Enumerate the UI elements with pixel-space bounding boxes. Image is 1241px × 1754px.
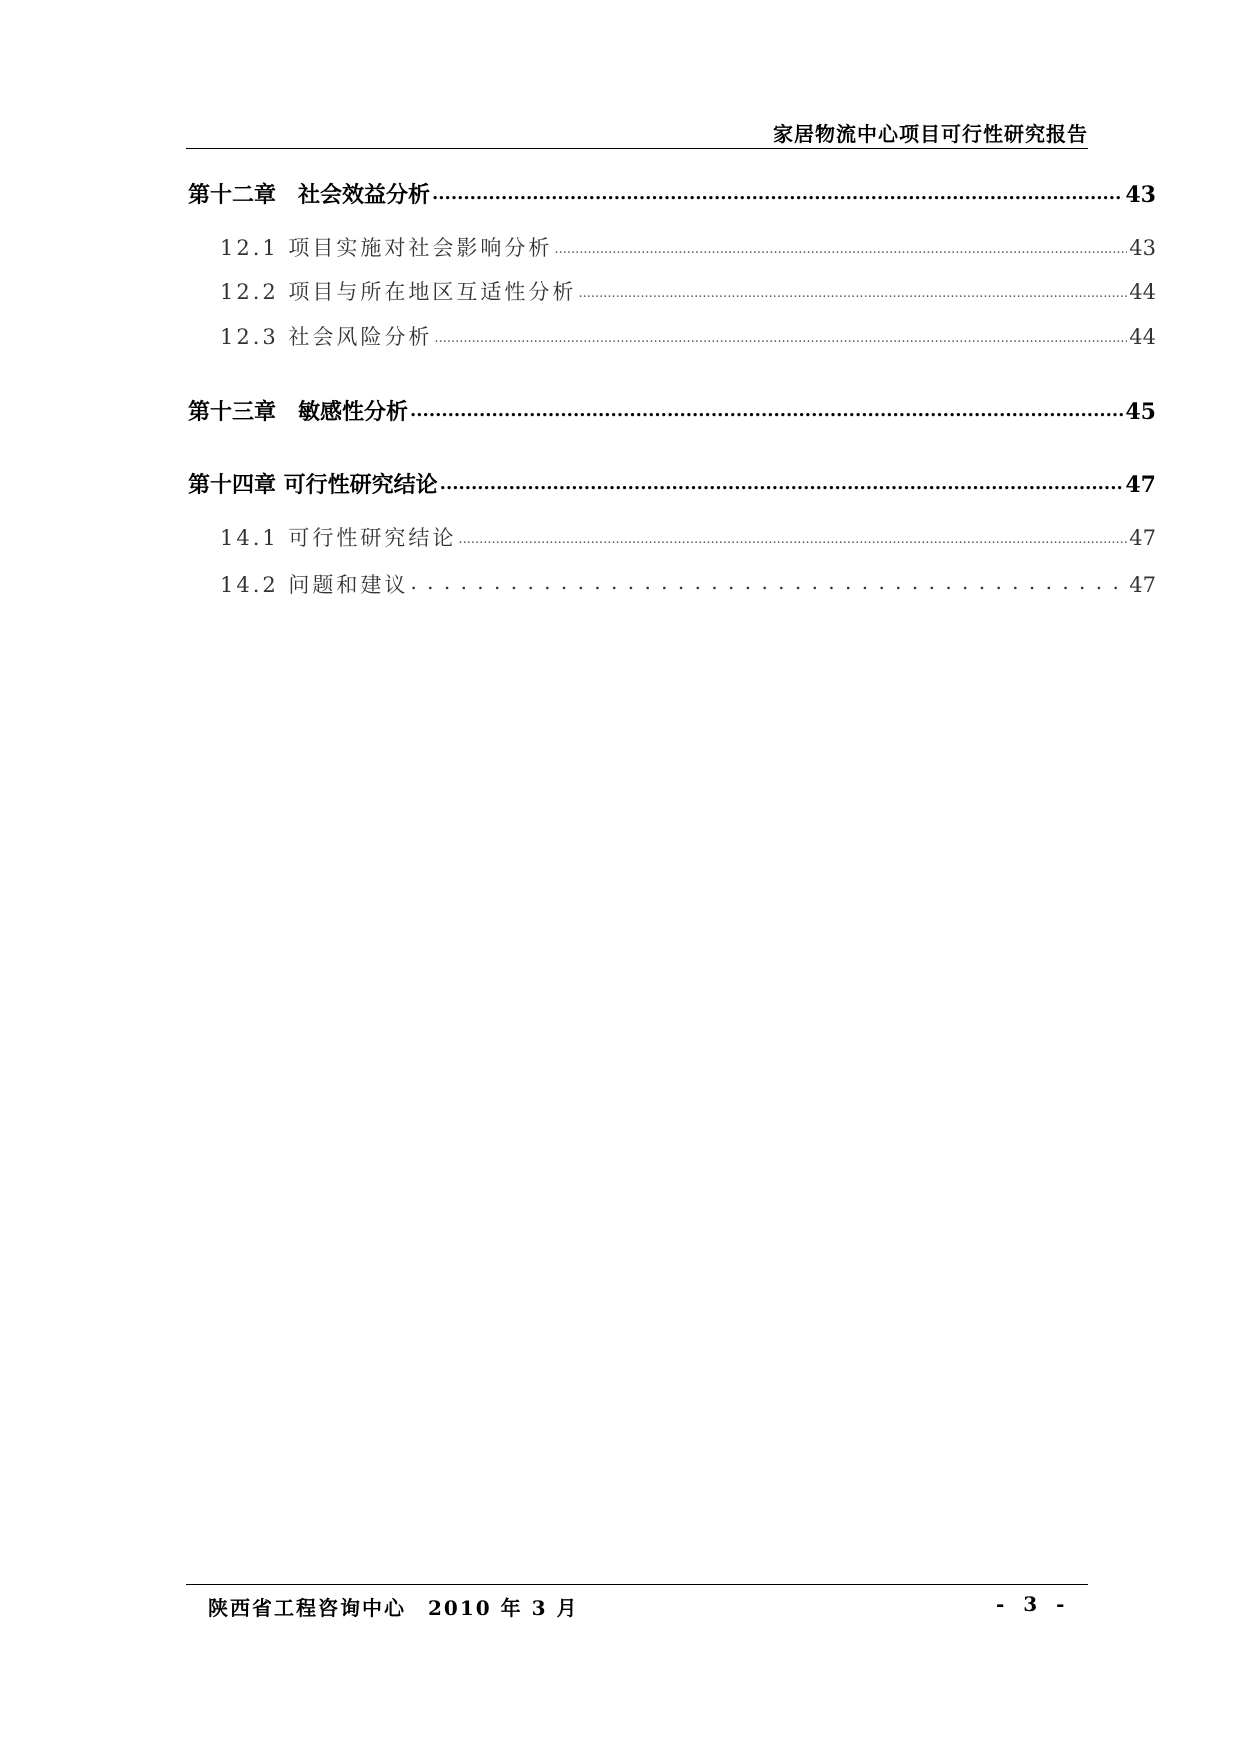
toc-leader [554, 234, 1127, 255]
header-rule [186, 148, 1088, 149]
toc-entry-label: 12.3 社会风险分析 [220, 325, 433, 349]
toc-page-number: 45 [1125, 399, 1156, 425]
page-header-title: 家居物流中心项目可行性研究报告 [773, 122, 1088, 146]
toc-chapter-13[interactable] [188, 395, 1156, 426]
toc-entry-label: 14.1 可行性研究结论 [220, 526, 457, 550]
toc-entry-label: 第十二章 社会效益分析 [188, 182, 431, 208]
footer-rule [186, 1584, 1088, 1585]
footer-page-number: - 3 - [996, 1592, 1071, 1616]
toc-leader [440, 470, 1124, 492]
toc-entry-label: 第十三章 敏感性分析 [188, 399, 409, 425]
footer-org-date: 陕西省工程咨询中心 2010 年 3 月 [208, 1596, 579, 1620]
toc-leader [434, 323, 1127, 344]
toc-page-number: 43 [1125, 182, 1156, 208]
toc-section-14-2[interactable] [220, 569, 1156, 599]
toc-section-12-2[interactable] [220, 276, 1156, 306]
toc-chapter-12[interactable] [188, 178, 1156, 209]
toc-chapter-14[interactable] [188, 468, 1156, 499]
toc-entry-label: 14.2 问题和建议 [220, 573, 409, 597]
toc-entry-label: 12.2 项目与所在地区互适性分析 [220, 280, 577, 304]
toc-leader [458, 524, 1127, 545]
toc-page-number: 44 [1129, 280, 1156, 304]
toc-leader [578, 278, 1127, 299]
toc-page-number: 43 [1129, 236, 1156, 260]
toc-leader [432, 180, 1123, 202]
toc-page-number: 47 [1129, 573, 1156, 597]
toc-page-number: 44 [1129, 325, 1156, 349]
toc-page-number: 47 [1129, 526, 1156, 550]
toc-entry-label: 12.1 项目实施对社会影响分析 [220, 236, 553, 260]
toc-section-12-3[interactable] [220, 321, 1156, 351]
toc-section-14-1[interactable] [220, 522, 1156, 552]
toc-leader [410, 397, 1123, 419]
toc-page-number: 47 [1125, 472, 1156, 498]
toc-entry-label: 第十四章 可行性研究结论 [188, 472, 438, 498]
toc-leader [410, 571, 1127, 592]
toc-section-12-1[interactable] [220, 232, 1156, 262]
